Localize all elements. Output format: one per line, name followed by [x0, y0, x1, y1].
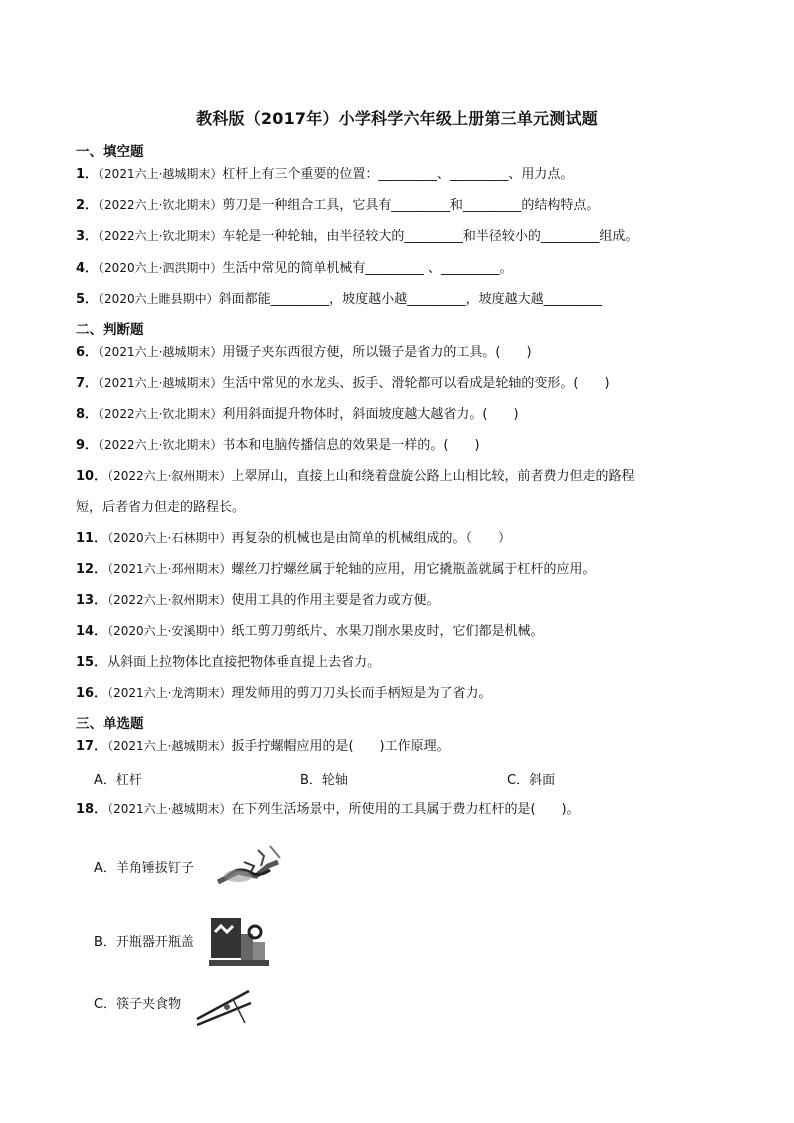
question-10: 10．（2022六上·叙州期末）上翠屏山，直接上山和绕着盘旋公路上山相比较，前者费力但走的路程	[76, 469, 635, 484]
question-1: 1．（2021六上·越城期末）杠杆上有三个重要的位置：_________、_________、用力点。	[76, 167, 574, 182]
q18-option-b[interactable]: B．开瓶器开瓶盖	[94, 935, 194, 950]
question-8: 8．（2022六上·钦北期末）利用斜面提升物体时，斜面坡度越大越省力。( )	[76, 407, 519, 422]
section-single-choice: 三、单选题	[76, 716, 144, 732]
page-title: 教科版（2017年）小学科学六年级上册第三单元测试题	[196, 109, 598, 128]
question-16: 16．（2021六上·龙湾期末）理发师用的剪刀刀头长而手柄短是为了省力。	[76, 686, 492, 701]
question-13: 13．（2022六上·叙州期末）使用工具的作用主要是省力或方便。	[76, 593, 440, 608]
bottle-opener-icon	[209, 914, 269, 968]
question-14: 14．（2020六上·安溪期中）纸工剪刀剪纸片、水果刀削水果皮时，它们都是机械。	[76, 624, 544, 639]
question-2: 2．（2022六上·钦北期末）剪刀是一种组合工具，它具有_________和_________的结构特点。	[76, 198, 600, 213]
section-fill-blank: 一、填空题	[76, 144, 144, 160]
q18-option-c[interactable]: C．筷子夹食物	[94, 997, 182, 1012]
claw-hammer-icon	[208, 842, 288, 890]
q18-option-a[interactable]: A．羊角锤拔钉子	[94, 861, 194, 876]
question-10-continued: 短，后者省力但走的路程长。	[76, 500, 246, 515]
q17-option-b[interactable]: B．轮轴	[300, 773, 348, 788]
question-6: 6．（2021六上·越城期末）用镊子夹东西很方便，所以镊子是省力的工具。( )	[76, 345, 532, 360]
question-3: 3．（2022六上·钦北期末）车轮是一种轮轴，由半径较大的_________和半径较小的_________组成。	[76, 229, 639, 244]
q17-option-c[interactable]: C．斜面	[507, 773, 556, 788]
question-18: 18．（2021六上·越城期末）在下列生活场景中，所使用的工具属于费力杠杆的是( )。	[76, 802, 580, 817]
q17-option-a[interactable]: A．杠杆	[94, 773, 142, 788]
question-4: 4．（2020六上·泗洪期中）生活中常见的简单机械有_________ 、_________。	[76, 261, 513, 276]
question-7: 7．（2021六上·越城期末）生活中常见的水龙头、扳手、滑轮都可以看成是轮轴的变形。( )	[76, 376, 610, 391]
question-5: 5．（2020六上睢县期中）斜面都能_________，坡度越小越_________，坡度越大越_________	[76, 292, 603, 307]
question-17: 17．（2021六上·越城期末）扳手拧螺帽应用的是( )工作原理。	[76, 739, 450, 754]
question-11: 11．（2020六上·石林期中）再复杂的机械也是由简单的机械组成的。（ ）	[76, 531, 511, 546]
chopsticks-icon	[193, 985, 255, 1030]
question-12: 12．（2021六上·邳州期末）螺丝刀拧螺丝属于轮轴的应用，用它撬瓶盖就属于杠杆的应用。	[76, 562, 596, 577]
section-true-false: 二、判断题	[76, 322, 144, 338]
question-9: 9．（2022六上·钦北期末）书本和电脑传播信息的效果是一样的。( )	[76, 438, 480, 453]
question-15: 15．从斜面上拉物体比直接把物体垂直提上去省力。	[76, 655, 381, 670]
